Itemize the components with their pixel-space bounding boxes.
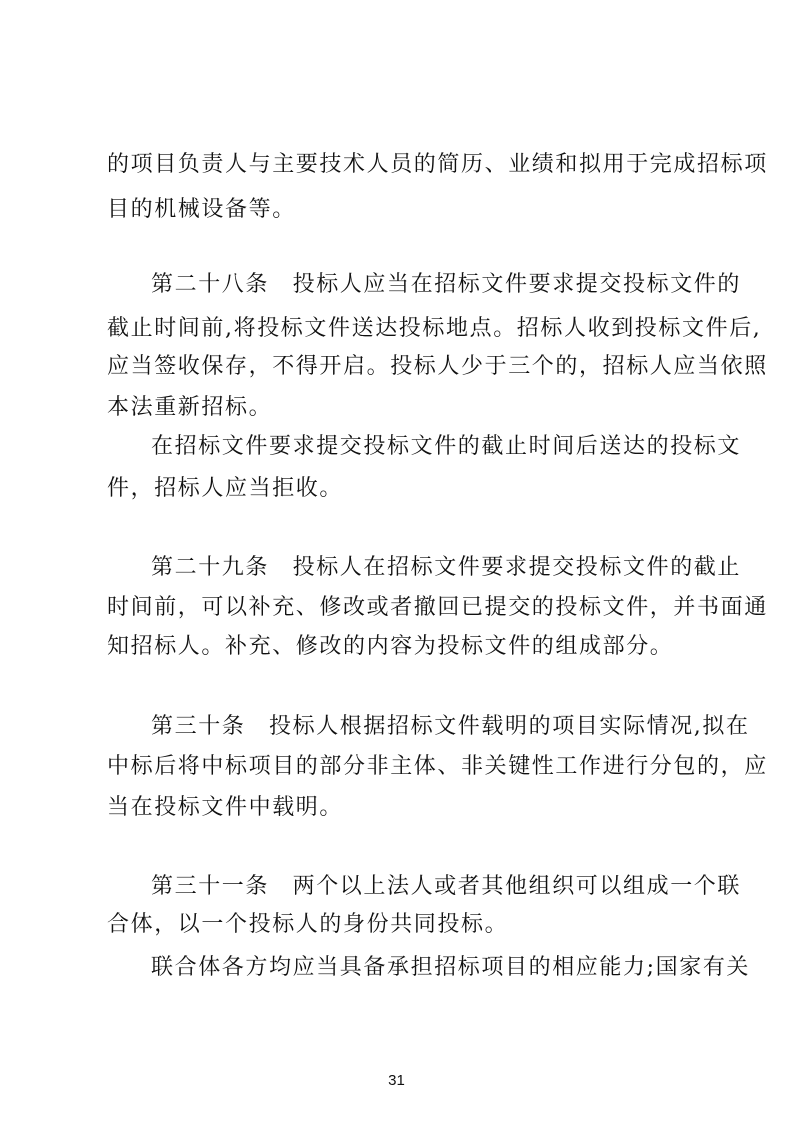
text-line: 件，招标人应当拒收。	[107, 476, 344, 501]
text-line: 本法重新招标。	[107, 395, 273, 420]
article-28-heading-line: 第二十八条 投标人应当在招标文件要求提交投标文件的	[151, 272, 742, 297]
text-line: 的项目负责人与主要技术人员的简历、业绩和拟用于完成招标项	[107, 152, 768, 177]
article-30-heading-line: 第三十条 投标人根据招标文件载明的项目实际情况,拟在	[151, 714, 750, 739]
text-line: 应当签收保存，不得开启。投标人少于三个的，招标人应当依照	[107, 354, 768, 379]
text-line: 截止时间前,将投标文件送达投标地点。招标人收到投标文件后,	[107, 316, 762, 341]
text-line: 目的机械设备等。	[107, 197, 296, 222]
article-29-heading-line: 第二十九条 投标人在招标文件要求提交投标文件的截止	[151, 555, 742, 580]
article-31-heading-line: 第三十一条 两个以上法人或者其他组织可以组成一个联	[151, 874, 742, 899]
text-line: 中标后将中标项目的部分非主体、非关键性工作进行分包的，应	[107, 754, 768, 779]
text-line: 当在投标文件中载明。	[107, 795, 344, 820]
text-line: 知招标人。补充、修改的内容为投标文件的组成部分。	[107, 634, 674, 659]
text-line: 合体，以一个投标人的身份共同投标。	[107, 912, 509, 937]
text-line: 联合体各方均应当具备承担招标项目的相应能力;国家有关	[151, 955, 751, 980]
text-line: 时间前，可以补充、修改或者撤回已提交的投标文件，并书面通	[107, 595, 768, 620]
text-line: 在招标文件要求提交投标文件的截止时间后送达的投标文	[151, 434, 742, 459]
page-number: 31	[388, 1072, 405, 1089]
